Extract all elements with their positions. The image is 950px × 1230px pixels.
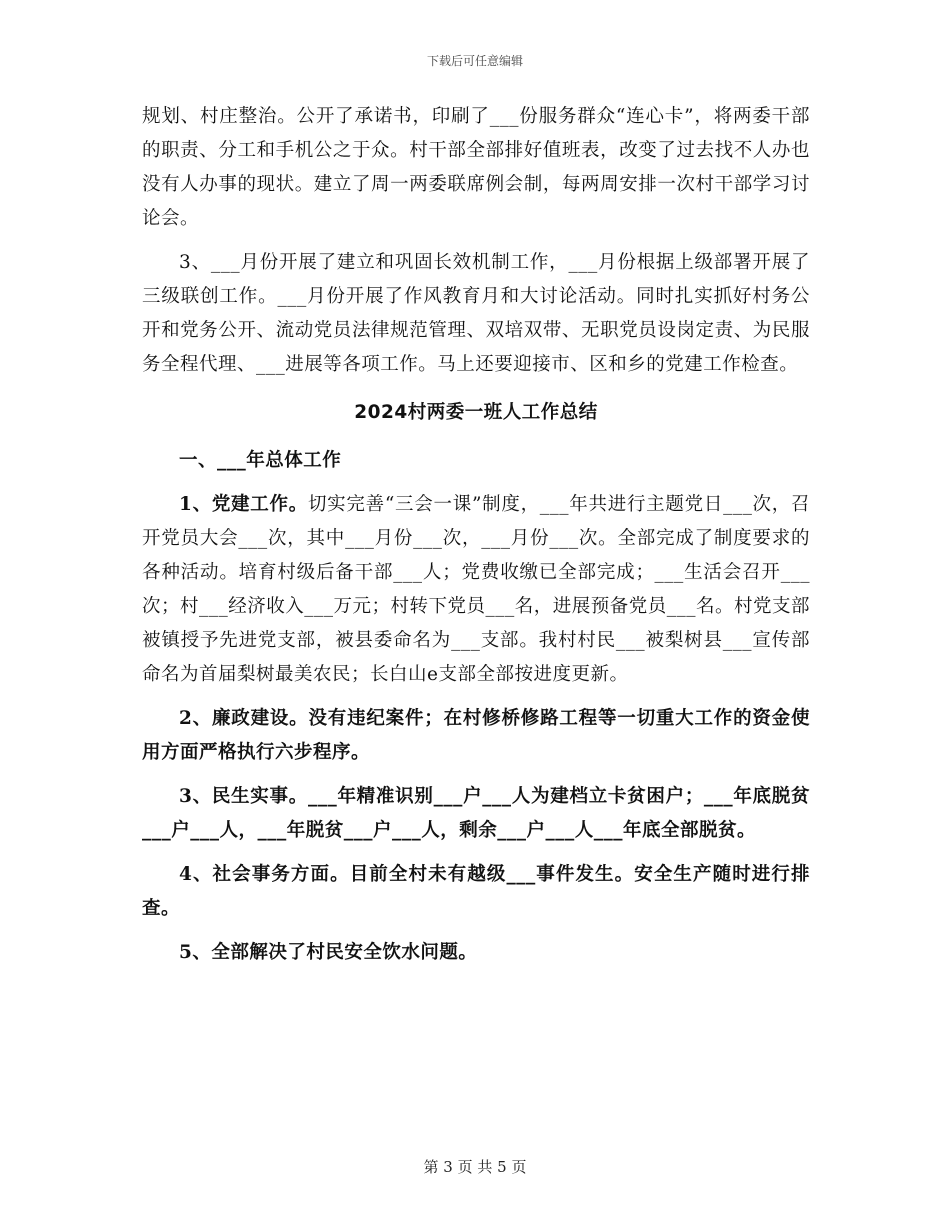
paragraph-party-building	[142, 488, 810, 692]
paragraph-integrity: 2、廉政建设。没有违纪案件；在村修桥修路工程等一切重大工作的资金使用方面严格执行六步程序。	[142, 708, 810, 763]
paragraph-item-3: 3、___月份开展了建立和巩固长效机制工作，___月份根据上级部署开展了三级联创工作。___月份开展了作风教育月和大讨论活动。同时扎实抓好村务公开和党务公开、流动党员法律规范管理、双培双带、无职党员设岗定责、为民服务全程代理、___进展等各项工作。马上还要迎接市、区和乡的党建工作检查。	[142, 252, 810, 375]
paragraph-social-affairs: 4、社会事务方面。目前全村未有越级___事件发生。安全生产随时进行排查。	[142, 864, 810, 919]
section-title: 2024村两委一班人工作总结	[354, 402, 598, 423]
page-footer: 第 3 页 共 5 页	[423, 1158, 527, 1176]
document-body	[142, 100, 810, 980]
party-building-heading: 1、党建工作。	[179, 494, 308, 515]
party-building-body: 切实完善“三会一课”制度，___年共进行主题党日___次，召开党员大会___次，其中___月份___次，___月份___次。全部完成了制度要求的各种活动。培育村级后备干部___人；党费收缴已全部完成；___生活会召开___次；村___经济收入___万元；村转下党员___名，进展预备党员___名。村党支部被镇授予先进党支部，被县委命名为___支部。我村村民___被梨树县___宣传部命名为首届梨树最美农民；长白山e支部全部按进度更新。	[142, 494, 811, 685]
paragraph-water: 5、全部解决了村民安全饮水问题。	[179, 942, 478, 963]
paragraph-livelihood: 3、民生实事。___年精准识别___户___人为建档立卡贫困户；___年底脱贫___户___人，___年脱贫___户___人，剩余___户___人___年底全部脱贫。	[142, 786, 810, 841]
paragraph-continuation: 规划、村庄整治。公开了承诺书，印刷了___份服务群众“连心卡”，将两委干部的职责、分工和手机公之于众。村干部全部排好值班表，改变了过去找不人办也没有人办事的现状。建立了周一两委联席例会制，每两周安排一次村干部学习讨论会。	[142, 106, 810, 229]
page-header: 下载后可任意编辑	[426, 54, 523, 68]
subheading-overall-work: 一、___年总体工作	[179, 450, 342, 471]
